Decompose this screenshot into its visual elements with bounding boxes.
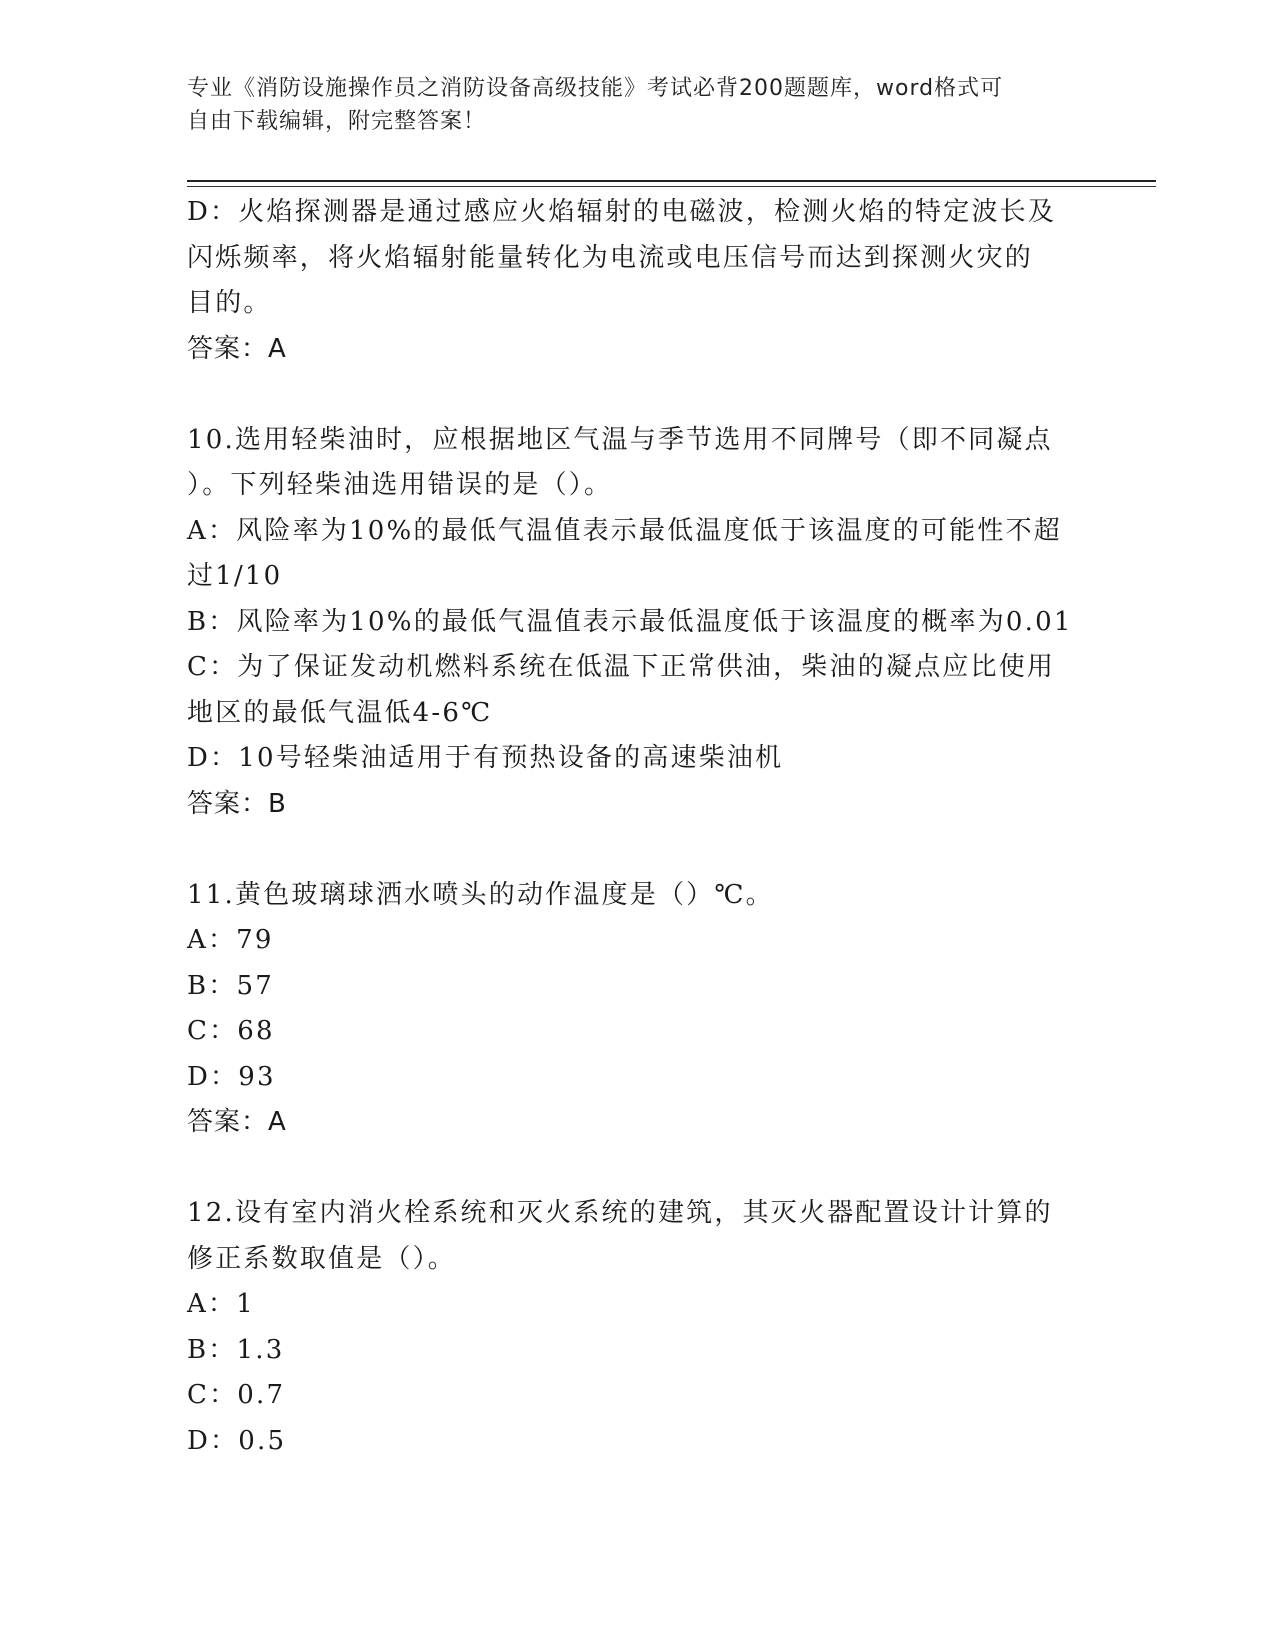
header-line-1: 专业《消防设施操作员之消防设备高级技能》考试必背200题题库，word格式可	[187, 76, 1004, 101]
header-divider-thick	[187, 180, 1156, 182]
header-line-2: 自由下载编辑，附完整答案！	[187, 109, 487, 134]
question-text-line: 修正系数取值是（）。	[187, 1243, 457, 1274]
document-header	[187, 72, 1067, 138]
spacer	[187, 372, 1087, 418]
question-12	[187, 1191, 1087, 1464]
option-b-line: B：1.3	[187, 1334, 285, 1365]
option-d-line: D：火焰探测器是通过感应火焰辐射的电磁波，检测火焰的特定波长及	[187, 197, 1057, 227]
option-c-line: C：68	[187, 1016, 275, 1046]
question-text-line: 10.选用轻柴油时，应根据地区气温与季节选用不同牌号（即不同凝点	[187, 424, 1053, 455]
option-a-line: 过1/10	[187, 561, 283, 591]
document-body	[187, 190, 1087, 1464]
option-d-line: D：10号轻柴油适用于有预热设备的高速柴油机	[187, 743, 784, 773]
question-10	[187, 418, 1087, 828]
option-a-line: A：1	[187, 1289, 255, 1319]
header-divider-thin	[187, 186, 1156, 187]
option-d-line: 目的。	[187, 288, 272, 318]
spacer	[187, 1146, 1087, 1192]
question-11	[187, 873, 1087, 1146]
answer-line: 答案：A	[187, 1107, 287, 1137]
option-c-line: 地区的最低气温低4-6℃	[187, 697, 493, 728]
option-d-line: D：0.5	[187, 1425, 287, 1456]
answer-line: 答案：B	[187, 788, 287, 819]
question-9-tail	[187, 190, 1087, 372]
question-text-line: 12.设有室内消火栓系统和灭火系统的建筑，其灭火器配置设计计算的	[187, 1198, 1053, 1228]
option-a-line: A：79	[187, 925, 274, 955]
option-d-line: 闪烁频率，将火焰辐射能量转化为电流或电压信号而达到探测火灾的	[187, 242, 1034, 273]
option-a-line: A：风险率为10%的最低气温值表示最低温度低于该温度的可能性不超	[187, 515, 1062, 546]
option-c-line: C：0.7	[187, 1380, 286, 1410]
option-b-line: B：风险率为10%的最低气温值表示最低温度低于该温度的概率为0.01	[187, 606, 1073, 637]
option-d-line: D：93	[187, 1061, 276, 1092]
question-text-line: 11.黄色玻璃球洒水喷头的动作温度是（）℃。	[187, 879, 774, 910]
question-text-line: ）。下列轻柴油选用错误的是（）。	[187, 470, 613, 500]
option-b-line: B：57	[187, 970, 274, 1001]
option-c-line: C：为了保证发动机燃料系统在低温下正常供油，柴油的凝点应比使用	[187, 652, 1056, 682]
spacer	[187, 827, 1087, 873]
answer-line: 答案：A	[187, 333, 287, 364]
